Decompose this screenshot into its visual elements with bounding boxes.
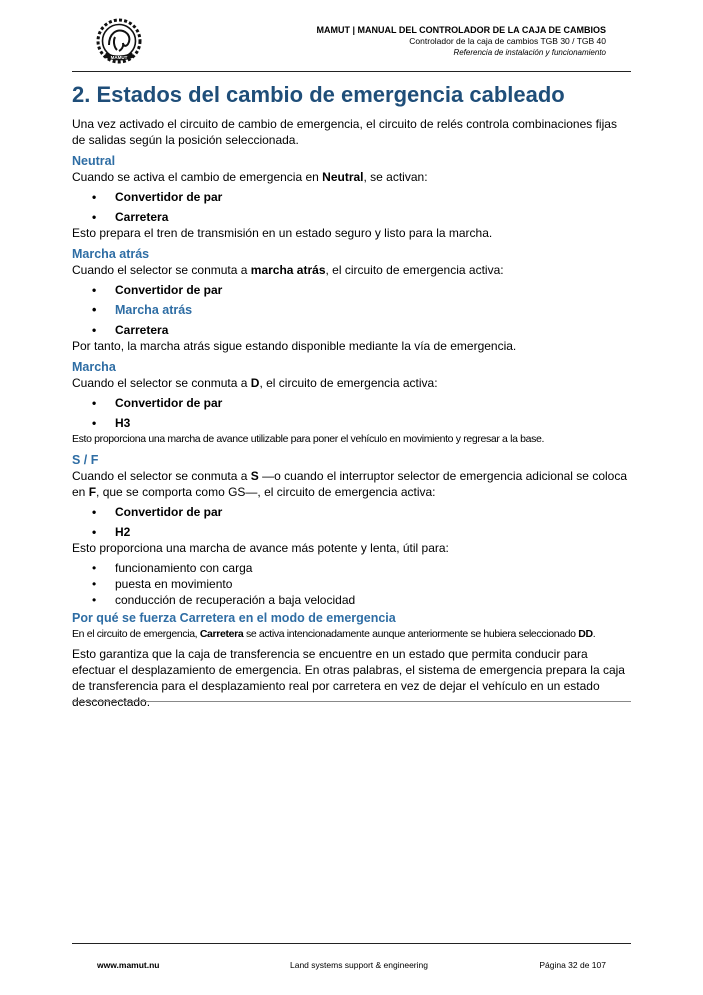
footer-website: www.mamut.nu (97, 960, 160, 970)
list-item: • Marcha atrás (72, 302, 631, 318)
sf-lead: Cuando el selector se conmuta a S —o cuando el interruptor selector de emergencia adicional se coloca en F, que se comporta como GS—, el circuito de emergencia activa: (72, 469, 628, 499)
header-subtitle: Controlador de la caja de cambios TGB 30 / TGB 40 (409, 36, 606, 46)
footer-divider (72, 943, 631, 944)
neutral-heading: Neutral (72, 154, 116, 168)
drive-lead: Cuando el selector se conmuta a D, el circuito de emergencia activa: (72, 376, 438, 390)
neutral-lead: Cuando se activa el cambio de emergencia en Neutral, se activan: (72, 170, 428, 184)
why-heading: Por qué se fuerza Carretera en el modo de emergencia (72, 611, 396, 625)
list-item: • Convertidor de par (72, 504, 631, 520)
list-item: • Carretera (72, 322, 631, 338)
svg-text:MAMUT: MAMUT (110, 55, 128, 60)
reverse-list (72, 282, 631, 338)
list-item: • Convertidor de par (72, 282, 631, 298)
list-item: • H3 (72, 415, 631, 431)
why-paragraph-1: En el circuito de emergencia, Carretera se activa intencionadamente aunque anteriormente se hubiera seleccionado DD. (72, 628, 596, 640)
list-item: • puesta en movimiento (72, 576, 631, 592)
reverse-note: Por tanto, la marcha atrás sigue estando disponible mediante la vía de emergencia. (72, 339, 517, 353)
page-title: 2. Estados del cambio de emergencia cableado (72, 82, 565, 107)
list-item: • Convertidor de par (72, 189, 631, 205)
neutral-note: Esto prepara el tren de transmisión en un estado seguro y listo para la marcha. (72, 226, 493, 240)
list-item: • Convertidor de par (72, 395, 631, 411)
footer-page-number: Página 32 de 107 (539, 960, 606, 970)
list-item: • Carretera (72, 209, 631, 225)
page-header (316, 25, 606, 58)
header-title: MAMUT | MANUAL DEL CONTROLADOR DE LA CAJA DE CAMBIOS (316, 25, 606, 35)
drive-list (72, 395, 631, 431)
sf-uses-list (72, 560, 631, 608)
neutral-list (72, 189, 631, 225)
list-item: • funcionamiento con carga (72, 560, 631, 576)
mamut-logo (93, 17, 145, 65)
header-divider (72, 71, 631, 72)
sf-note: Esto proporciona una marcha de avance más potente y lenta, útil para: (72, 541, 449, 555)
section-divider (72, 701, 631, 702)
sf-list (72, 504, 631, 540)
drive-note: Esto proporciona una marcha de avance utilizable para poner el vehículo en movimiento y regresar a la base. (72, 433, 545, 445)
reverse-heading: Marcha atrás (72, 247, 150, 261)
drive-heading: Marcha (72, 360, 116, 374)
reverse-lead: Cuando el selector se conmuta a marcha atrás, el circuito de emergencia activa: (72, 263, 504, 277)
list-item: • H2 (72, 524, 631, 540)
footer-tagline: Land systems support & engineering (290, 960, 428, 970)
header-section: Referencia de instalación y funcionamiento (453, 48, 606, 57)
page-content (72, 80, 631, 710)
intro-paragraph: Una vez activado el circuito de cambio de emergencia, el circuito de relés controla combinaciones fijas de salidas según la posición seleccionada. (72, 117, 617, 147)
why-paragraph-2: Esto garantiza que la caja de transferencia se encuentre en un estado que permita conducir para efectuar el desplazamiento de emergencia. En otras palabras, el sistema de emergencia prepara la caja de transferencia para el desplazamiento real por carretera en vez de dejar el vehículo en un estado desconectado. (72, 647, 625, 709)
sf-heading: S / F (72, 453, 99, 467)
list-item: • conducción de recuperación a baja velocidad (72, 592, 631, 608)
